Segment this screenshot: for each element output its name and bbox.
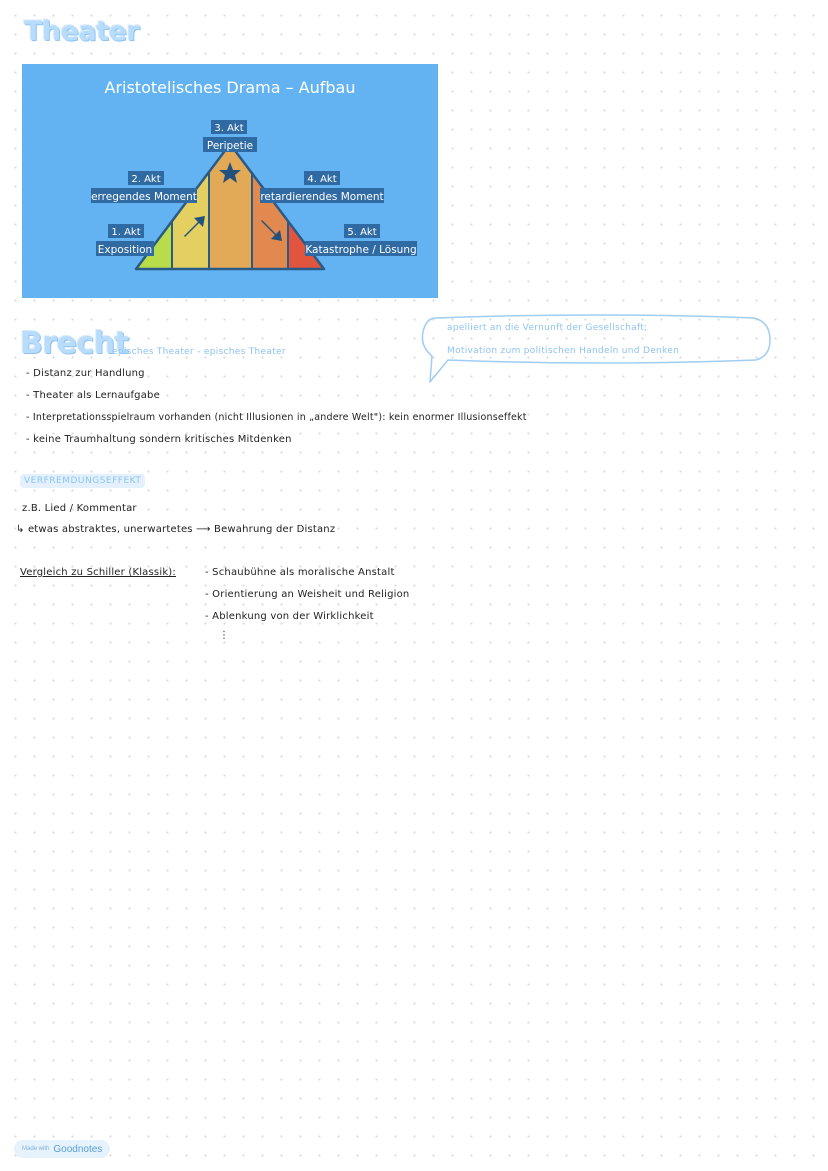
verfremdung-label: VERFREMDUNGSEFFEKT (20, 474, 145, 488)
footer-brand: Goodnotes (53, 1143, 103, 1155)
act2-number: 2. Akt (131, 174, 161, 185)
vergleich-point: - Ablenkung von der Wirklichkeit (205, 611, 374, 622)
vergleich-label: Vergleich zu Schiller (Klassik): (20, 567, 176, 578)
verfremdung-consequence: ↳ etwas abstraktes, unerwartetes ⟶ Bewahrung der Distanz (16, 524, 336, 535)
vergleich-point: - Orientierung an Weisheit und Religion (205, 589, 410, 600)
act3-number: 3. Akt (214, 123, 244, 134)
verfremdung-example: z.B. Lied / Kommentar (22, 503, 137, 514)
act1-number: 1. Akt (111, 227, 141, 238)
diagram-title: Aristotelisches Drama – Aufbau (104, 78, 356, 97)
brecht-bullet: - Theater als Lernaufgabe (26, 390, 160, 401)
act5-number: 5. Akt (347, 227, 377, 238)
made-with-goodnotes-badge[interactable] (14, 1140, 110, 1158)
vergleich-point: - Schaubühne als moralische Anstalt (205, 567, 395, 578)
act2-name: erregendes Moment (91, 191, 197, 203)
vergleich-more: ⋮ (219, 630, 230, 641)
act4-name: retardierendes Moment (260, 191, 384, 203)
act5-name: Katastrophe / Lösung (305, 244, 417, 256)
bubble-text-line2: Motivation zum politischen Handeln und Denken (447, 346, 680, 356)
brecht-bullet: - keine Traumhaltung sondern kritisches Mitdenken (26, 434, 292, 445)
footer-prefix: Made with (22, 1146, 50, 1152)
page-title: Theater (24, 16, 140, 47)
act3-name: Peripetie (206, 140, 254, 152)
act4-number: 4. Akt (307, 174, 337, 185)
brecht-bullet: - Interpretationsspielraum vorhanden (nicht Illusionen in „andere Welt"): kein enormer Illusionseffekt (26, 412, 527, 423)
act1-name: Exposition (97, 244, 153, 256)
drama-structure-diagram (22, 64, 438, 298)
brecht-subtitle: episches Theater - episches Theater (112, 347, 286, 357)
brecht-heading: Brecht (20, 326, 129, 361)
bubble-text-line1: apelliert an die Vernunft der Gesellschaft; (447, 323, 648, 333)
brecht-bullet: - Distanz zur Handlung (26, 368, 145, 379)
